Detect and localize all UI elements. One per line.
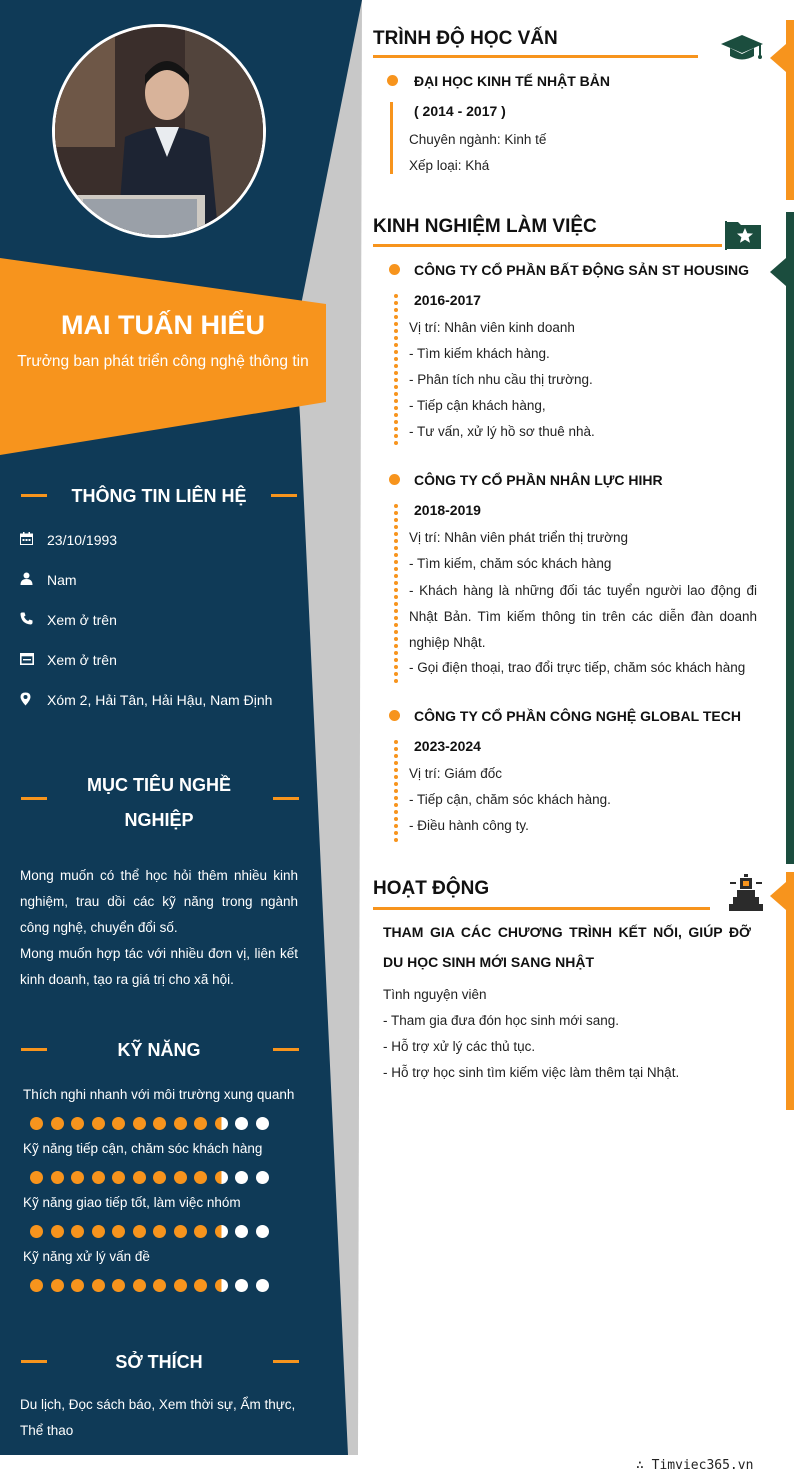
contact-address bbox=[20, 690, 272, 710]
timeline-dot bbox=[394, 567, 398, 571]
skill-dot bbox=[153, 1117, 166, 1130]
job-period: 2016-2017 bbox=[414, 292, 481, 308]
skill-dot bbox=[71, 1171, 84, 1184]
skill-dot bbox=[215, 1171, 228, 1184]
skill-dot bbox=[112, 1225, 125, 1238]
skill-dot bbox=[92, 1279, 105, 1292]
skill-dot bbox=[92, 1117, 105, 1130]
activity-line: - Hỗ trợ xử lý các thủ tục. bbox=[383, 1039, 536, 1054]
skill-dot bbox=[174, 1225, 187, 1238]
skill-dot bbox=[153, 1279, 166, 1292]
location-icon bbox=[20, 692, 47, 709]
timeline-dot bbox=[394, 301, 398, 305]
skill-dot bbox=[71, 1117, 84, 1130]
objective-title bbox=[20, 768, 298, 838]
contact-email bbox=[20, 650, 117, 670]
skill-dot bbox=[133, 1171, 146, 1184]
skill-dot bbox=[51, 1279, 64, 1292]
timeline-dot bbox=[394, 595, 398, 599]
timeline-dot bbox=[394, 294, 398, 298]
timeline-dot bbox=[394, 623, 398, 627]
contact-value: Nam bbox=[47, 572, 77, 588]
job-line: Vị trí: Nhân viên kinh doanh bbox=[409, 320, 575, 335]
timeline-dot bbox=[394, 679, 398, 683]
skill-dot bbox=[30, 1117, 43, 1130]
phone-icon bbox=[20, 612, 47, 628]
timeline-dot bbox=[394, 803, 398, 807]
heading-bar-right bbox=[273, 1048, 299, 1051]
skill-dot bbox=[194, 1117, 207, 1130]
skill-dot bbox=[215, 1225, 228, 1238]
timeline-dot bbox=[394, 336, 398, 340]
job-period: 2018-2019 bbox=[414, 502, 481, 518]
timeline-dot bbox=[394, 588, 398, 592]
skill-label: Kỹ năng xử lý vấn đề bbox=[23, 1249, 150, 1264]
timeline-dot bbox=[394, 546, 398, 550]
skill-label: Thích nghi nhanh với môi trường xung quanh bbox=[23, 1087, 295, 1102]
timeline-dot bbox=[394, 574, 398, 578]
skill-dot bbox=[133, 1225, 146, 1238]
timeline-dot bbox=[394, 747, 398, 751]
skill-dot bbox=[51, 1117, 64, 1130]
job-line: - Tiếp cận, chăm sóc khách hàng. bbox=[409, 792, 611, 807]
skill-dot bbox=[256, 1117, 269, 1130]
job-line: - Phân tích nhu cầu thị trường. bbox=[409, 372, 593, 387]
school-grade: Xếp loại: Khá bbox=[409, 158, 490, 173]
timeline-bullet bbox=[389, 264, 400, 275]
job-line: - Điều hành công ty. bbox=[409, 818, 529, 833]
skill-dot bbox=[112, 1279, 125, 1292]
school-name: ĐẠI HỌC KINH TẾ NHẬT BẢN bbox=[414, 73, 610, 89]
skill-dot bbox=[235, 1117, 248, 1130]
timeline-dot bbox=[394, 371, 398, 375]
timeline-bullet bbox=[389, 710, 400, 721]
skill-dot bbox=[51, 1171, 64, 1184]
skill-dot bbox=[235, 1171, 248, 1184]
job-line: Vị trí: Giám đốc bbox=[409, 766, 503, 781]
job-description: - Khách hàng là những đối tác tuyển người lao động đi Nhật Bản. Tìm kiếm thông tin trên các diễn đàn doanh nghiệp Nhật. bbox=[409, 583, 757, 650]
skill-dot bbox=[194, 1279, 207, 1292]
timeline-dot bbox=[394, 392, 398, 396]
activity-line: - Hỗ trợ học sinh tìm kiếm việc làm thêm tại Nhật. bbox=[383, 1065, 680, 1080]
timeline-dot bbox=[394, 378, 398, 382]
objective-title-line2: NGHIỆP bbox=[124, 810, 194, 830]
timeline-dot bbox=[394, 616, 398, 620]
timeline-dot bbox=[394, 644, 398, 648]
skill-dot bbox=[71, 1279, 84, 1292]
timeline-dot bbox=[394, 308, 398, 312]
timeline-dot bbox=[394, 581, 398, 585]
watermark: ∴ Timviec365.vn bbox=[636, 1458, 754, 1473]
job-line: - Tư vấn, xử lý hồ sơ thuê nhà. bbox=[409, 424, 595, 439]
company-name: CÔNG TY CỔ PHẦN CÔNG NGHỆ GLOBAL TECH bbox=[414, 708, 741, 724]
hobbies-title: SỞ THÍCH bbox=[115, 1352, 203, 1372]
activity-name: THAM GIA CÁC CHƯƠNG TRÌNH KẾT NỐI, GIÚP ĐỠ DU HỌC SINH MỚI SANG NHẬT bbox=[383, 924, 751, 970]
timeline-dot bbox=[394, 427, 398, 431]
heading-bar-right bbox=[273, 797, 299, 800]
email-icon bbox=[20, 652, 47, 668]
contact-gender bbox=[20, 570, 77, 590]
timeline-dot bbox=[394, 817, 398, 821]
job-line: - Gọi điện thoại, trao đổi trực tiếp, chăm sóc khách hàng bbox=[409, 660, 746, 675]
skill-dot bbox=[256, 1225, 269, 1238]
contact-value: 23/10/1993 bbox=[47, 532, 118, 548]
timeline-dot bbox=[394, 406, 398, 410]
contact-title: THÔNG TIN LIÊN HỆ bbox=[71, 486, 247, 506]
timeline-dot bbox=[394, 434, 398, 438]
timeline-dot bbox=[394, 518, 398, 522]
timeline-dot bbox=[394, 560, 398, 564]
timeline-dot bbox=[394, 740, 398, 744]
timeline-dot bbox=[394, 630, 398, 634]
timeline-dot bbox=[394, 775, 398, 779]
calendar-icon bbox=[20, 532, 47, 548]
section-underline bbox=[373, 244, 722, 247]
timeline-dot bbox=[394, 789, 398, 793]
skill-dot bbox=[235, 1225, 248, 1238]
timeline-dot bbox=[394, 315, 398, 319]
user-icon bbox=[20, 572, 47, 588]
heading-bar-right bbox=[273, 1360, 299, 1363]
skill-dot bbox=[112, 1117, 125, 1130]
graduation-cap-icon bbox=[720, 33, 764, 68]
timeline-dot bbox=[394, 322, 398, 326]
experience-title: KINH NGHIỆM LÀM VIỆC bbox=[373, 216, 597, 237]
job-period: 2023-2024 bbox=[414, 738, 481, 754]
skill-dot bbox=[133, 1279, 146, 1292]
activity-line: Tình nguyện viên bbox=[383, 987, 487, 1002]
skill-dot bbox=[30, 1225, 43, 1238]
skill-dot bbox=[256, 1279, 269, 1292]
skill-dot bbox=[174, 1279, 187, 1292]
timeline-dot bbox=[394, 672, 398, 676]
skill-dot bbox=[92, 1225, 105, 1238]
timeline-dot bbox=[394, 385, 398, 389]
skill-dot bbox=[30, 1171, 43, 1184]
timeline-dot bbox=[394, 637, 398, 641]
timeline-dot bbox=[394, 609, 398, 613]
activities-title: HOẠT ĐỘNG bbox=[373, 878, 490, 899]
timeline-dot bbox=[394, 831, 398, 835]
job-line: - Tiếp cận khách hàng, bbox=[409, 398, 546, 413]
contact-value: Xem ở trên bbox=[47, 652, 117, 668]
contact-value: Xem ở trên bbox=[47, 612, 117, 628]
objective-title-line1: MỤC TIÊU NGHỀ bbox=[87, 775, 231, 795]
skill-dot bbox=[30, 1279, 43, 1292]
timeline-dot bbox=[394, 782, 398, 786]
skill-dot bbox=[194, 1225, 207, 1238]
timeline-dot bbox=[394, 602, 398, 606]
contact-phone bbox=[20, 610, 117, 630]
timeline-dot bbox=[394, 768, 398, 772]
skill-dot bbox=[153, 1171, 166, 1184]
contact-birthdate bbox=[20, 530, 117, 550]
company-name: CÔNG TY CỔ PHẦN NHÂN LỰC HIHR bbox=[414, 472, 663, 488]
candidate-name: MAI TUẤN HIỂU bbox=[61, 310, 265, 340]
timeline-dot bbox=[394, 329, 398, 333]
skill-dot bbox=[51, 1225, 64, 1238]
timeline-dot bbox=[394, 420, 398, 424]
skill-dot bbox=[71, 1225, 84, 1238]
skill-dot bbox=[174, 1171, 187, 1184]
skill-dot bbox=[174, 1117, 187, 1130]
skill-dot bbox=[112, 1171, 125, 1184]
timeline-bullet bbox=[387, 75, 398, 86]
avatar bbox=[52, 24, 266, 238]
skill-dot bbox=[215, 1279, 228, 1292]
briefcase-star-icon bbox=[725, 218, 763, 255]
education-title: TRÌNH ĐỘ HỌC VẤN bbox=[373, 28, 558, 49]
timeline-dot bbox=[394, 665, 398, 669]
section-underline bbox=[373, 55, 698, 58]
candidate-role: Trưởng ban phát triển công nghệ thông tin bbox=[17, 353, 309, 370]
skill-dot bbox=[194, 1171, 207, 1184]
timeline-line bbox=[390, 102, 393, 174]
skill-dot bbox=[92, 1171, 105, 1184]
skill-label: Kỹ năng tiếp cận, chăm sóc khách hàng bbox=[23, 1141, 263, 1156]
timeline-dot bbox=[394, 343, 398, 347]
timeline-dot bbox=[394, 553, 398, 557]
skill-dot bbox=[153, 1225, 166, 1238]
timeline-dot bbox=[394, 796, 398, 800]
timeline-dot bbox=[394, 364, 398, 368]
job-line: - Tìm kiếm, chăm sóc khách hàng bbox=[409, 556, 612, 571]
timeline-dot bbox=[394, 658, 398, 662]
skill-label: Kỹ năng giao tiếp tốt, làm việc nhóm bbox=[23, 1195, 241, 1210]
timeline-bullet bbox=[389, 474, 400, 485]
podium-icon bbox=[727, 874, 765, 917]
skill-dot bbox=[215, 1117, 228, 1130]
timeline-dot bbox=[394, 761, 398, 765]
skills-title: KỸ NĂNG bbox=[117, 1040, 201, 1060]
contact-value: Xóm 2, Hải Tân, Hải Hậu, Nam Định bbox=[47, 692, 273, 708]
timeline-dot bbox=[394, 532, 398, 536]
timeline-dot bbox=[394, 441, 398, 445]
activity-line: - Tham gia đưa đón học sinh mới sang. bbox=[383, 1013, 620, 1028]
timeline-dot bbox=[394, 824, 398, 828]
job-line: Vị trí: Nhân viên phát triển thị trường bbox=[409, 530, 628, 545]
skill-dot bbox=[235, 1279, 248, 1292]
hobbies-text: Du lịch, Đọc sách báo, Xem thời sự, Ẩm thực, Thể thao bbox=[20, 1397, 296, 1438]
timeline-dot bbox=[394, 539, 398, 543]
timeline-dot bbox=[394, 838, 398, 842]
school-period: ( 2014 - 2017 ) bbox=[414, 103, 506, 119]
timeline-dot bbox=[394, 810, 398, 814]
timeline-dot bbox=[394, 504, 398, 508]
skill-dot bbox=[256, 1171, 269, 1184]
objective-text: Mong muốn có thể học hỏi thêm nhiều kinh nghiệm, trau dồi các kỹ năng trong ngành công nghệ, chuyển đổi số. Mong muốn hợp tác với nhiều đơn vị, liên kết kinh doanh, tạo ra giá trị cho xã hội. bbox=[20, 868, 298, 987]
timeline-dot bbox=[394, 754, 398, 758]
timeline-dot bbox=[394, 525, 398, 529]
heading-bar-right bbox=[271, 494, 297, 497]
timeline-dot bbox=[394, 651, 398, 655]
section-underline bbox=[373, 907, 710, 910]
timeline-dot bbox=[394, 357, 398, 361]
timeline-dot bbox=[394, 413, 398, 417]
timeline-dot bbox=[394, 511, 398, 515]
timeline-dot bbox=[394, 350, 398, 354]
skill-dot bbox=[133, 1117, 146, 1130]
company-name: CÔNG TY CỔ PHẦN BẤT ĐỘNG SẢN ST HOUSING bbox=[414, 262, 749, 278]
school-major: Chuyên ngành: Kinh tế bbox=[409, 132, 547, 147]
job-line: - Tìm kiếm khách hàng. bbox=[409, 346, 550, 361]
timeline-dot bbox=[394, 399, 398, 403]
